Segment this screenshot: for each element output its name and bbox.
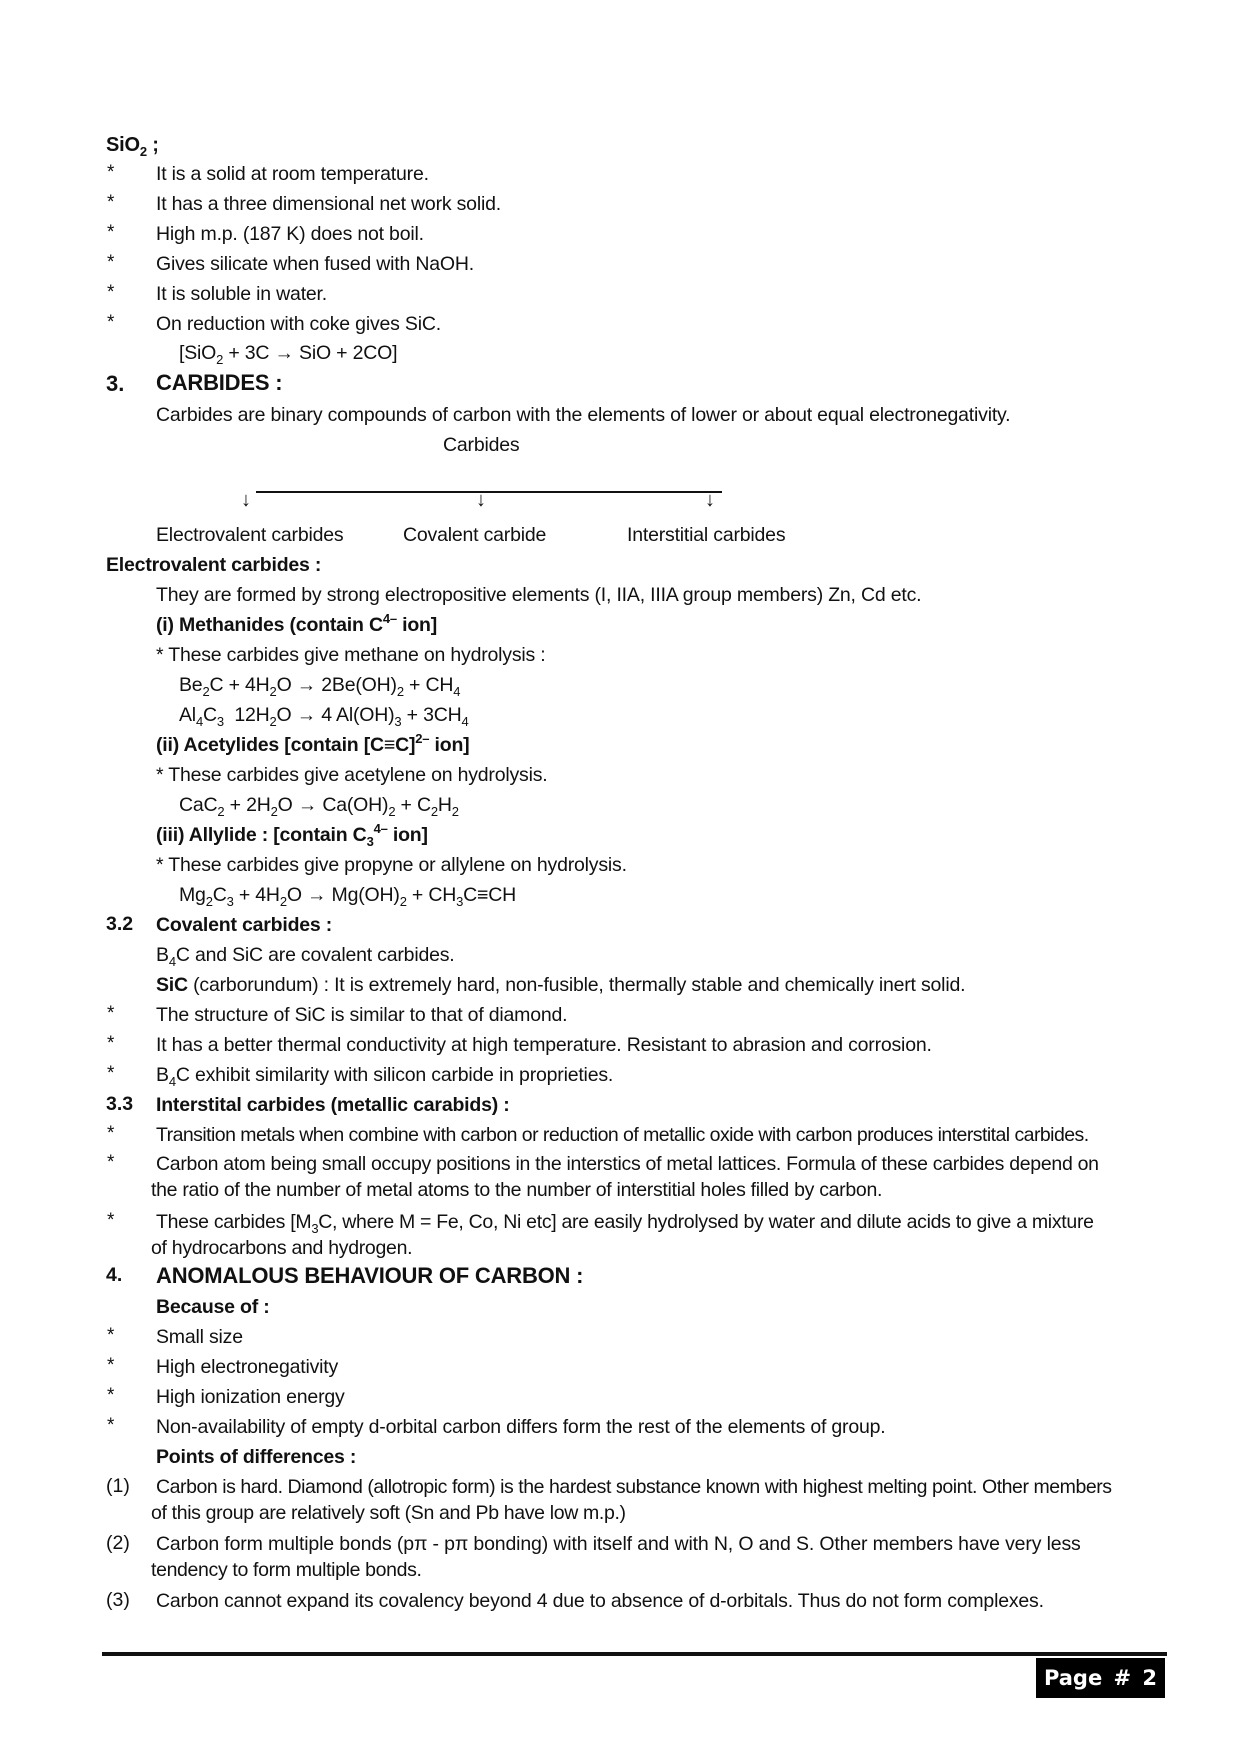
page-number-badge: Page # 2 — [1036, 1658, 1165, 1698]
section-title-anomalous: ANOMALOUS BEHAVIOUR OF CARBON : — [156, 1263, 584, 1288]
point-item: Carbon form multiple bonds (pπ - pπ bonding) with itself and with N, O and S. Other members have very less — [156, 1533, 1081, 1555]
sio2-bullet: It is soluble in water. — [156, 283, 327, 305]
reason-item: Non-availability of empty d-orbital carbon differs form the rest of the elements of group. — [156, 1416, 886, 1438]
section-number: 3.3 — [106, 1093, 134, 1115]
bullet-marker: * — [107, 312, 115, 333]
equation-mg2c3: $Mg_2C_3 + 4H_2O \to Mg(OH)_2 + CH_3C\equiv CH$ — [179, 884, 516, 909]
reason-item: High ionization energy — [156, 1386, 345, 1408]
bullet-marker: * — [107, 1063, 115, 1084]
bullet-marker: * — [107, 1210, 115, 1231]
bullet-marker: * — [107, 1355, 115, 1376]
tree-child-covalent: Covalent carbide — [403, 524, 547, 546]
tree-connector-line — [256, 491, 722, 493]
equation-al4c3: $Al_4C_3$ $12H_2O \to 4$ $Al(OH)_3 + 3CH_4$ — [179, 704, 469, 729]
interstitial-bullet: Transition metals when combine with carbon or reduction of metallic oxide with carbon produces interstital carbides. — [156, 1124, 1089, 1146]
electrovalent-intro: They are formed by strong electropositive elements (I, IIA, IIIA group members) Zn, Cd etc. — [156, 584, 922, 606]
bullet-marker: * — [107, 1003, 115, 1024]
interstitial-bullet-cont: of hydrocarbons and hydrogen. — [151, 1237, 413, 1259]
bullet-marker: * — [107, 1325, 115, 1346]
interstitial-bullet: These carbides [$M_3C$, where M = Fe, Co, Ni etc] are easily hydrolysed by water and dilute acids to give a mixture — [156, 1211, 1094, 1236]
section-title-carbides: CARBIDES : — [156, 370, 283, 395]
arrow-down-icon: ↓ — [705, 489, 715, 511]
carbides-definition: Carbides are binary compounds of carbon with the elements of lower or about equal electronegativity. — [156, 404, 1011, 426]
subsection-title-electrovalent: Electrovalent carbides : — [106, 554, 322, 576]
reason-item: Small size — [156, 1326, 243, 1348]
point-item: Carbon cannot expand its covalency beyond 4 due to absence of d-orbitals. Thus do not form complexes. — [156, 1590, 1044, 1612]
sio2-equation: [SiO$_2$ + 3C → SiO + 2CO] — [179, 342, 398, 367]
sio2-bullet: High m.p. (187 K) does not boil. — [156, 223, 424, 245]
points-of-differences-heading: Points of differences : — [156, 1446, 357, 1468]
sio2-bullet: It is a solid at room temperature. — [156, 163, 429, 185]
bullet-marker: * — [107, 282, 115, 303]
covalent-bullet: It has a better thermal conductivity at high temperature. Resistant to abrasion and corrosion. — [156, 1034, 932, 1056]
covalent-intro: $B_4C$ and SiC are covalent carbides. — [156, 944, 455, 969]
allylide-note: * These carbides give propyne or allylene on hydrolysis. — [156, 854, 627, 876]
point-item-cont: of this group are relatively soft (Sn and Pb have low m.p.) — [151, 1502, 626, 1524]
section-number: 4. — [106, 1264, 123, 1286]
bullet-marker: * — [107, 162, 115, 183]
point-number: (2) — [106, 1532, 130, 1554]
point-item: Carbon is hard. Diamond (allotropic form) is the hardest substance known with highest melting point. Other members — [156, 1476, 1112, 1498]
bullet-marker: * — [107, 1033, 115, 1054]
reason-item: High electronegativity — [156, 1356, 339, 1378]
acetylides-note: * These carbides give acetylene on hydrolysis. — [156, 764, 548, 786]
allylide-heading: (iii) Allylide : [contain $C_3^{4-}$ ion] — [156, 821, 428, 849]
tree-child-electrovalent: Electrovalent carbides — [156, 524, 344, 546]
methanides-heading: (i) Methanides (contain $C^{4-}$ ion] — [156, 611, 438, 636]
section-number: 3. — [106, 371, 125, 396]
subsection-title-interstitial: Interstital carbides (metallic carabids) : — [156, 1094, 510, 1116]
methanides-note: * These carbides give methane on hydrolysis : — [156, 644, 546, 666]
sio2-bullet: On reduction with coke gives SiC. — [156, 313, 441, 335]
section-number: 3.2 — [106, 913, 134, 935]
bullet-marker: * — [107, 222, 115, 243]
tree-root-label: Carbides — [443, 434, 520, 456]
sio2-bullet: Gives silicate when fused with NaOH. — [156, 253, 474, 275]
bullet-marker: * — [107, 1415, 115, 1436]
point-item-cont: tendency to form multiple bonds. — [151, 1559, 422, 1581]
bullet-marker: * — [107, 252, 115, 273]
bullet-marker: * — [107, 192, 115, 213]
covalent-bullet: $B_4C$ exhibit similarity with silicon carbide in proprieties. — [156, 1064, 614, 1089]
point-number: (1) — [106, 1475, 130, 1497]
sio2-bullet: It has a three dimensional net work solid. — [156, 193, 501, 215]
bullet-marker: * — [107, 1385, 115, 1406]
footer-rule — [102, 1652, 1167, 1656]
because-of-heading: Because of : — [156, 1296, 270, 1318]
arrow-down-icon: ↓ — [476, 489, 486, 511]
tree-child-interstitial: Interstitial carbides — [627, 524, 786, 546]
equation-be2c: $Be_2C + 4H_2O \to 2Be(OH)_2 + CH_4$ — [179, 674, 461, 699]
point-number: (3) — [106, 1589, 130, 1611]
bullet-marker: * — [107, 1152, 115, 1173]
bullet-marker: * — [107, 1123, 115, 1144]
equation-cac2: $CaC_2 + 2H_2O \to Ca(OH)_2 + C_2H_2$ — [179, 794, 459, 819]
acetylides-heading: (ii) Acetylides [contain $[C\equiv C]^{2-}$ ion] — [156, 731, 470, 756]
interstitial-bullet-cont: the ratio of the number of metal atoms to the number of interstitial holes filled by carbon. — [151, 1179, 883, 1201]
covalent-bullet: The structure of SiC is similar to that of diamond. — [156, 1004, 568, 1026]
sio2-heading: SiO$_2$ ; — [106, 134, 159, 159]
interstitial-bullet: Carbon atom being small occupy positions in the interstics of metal lattices. Formula of these carbides depend on — [156, 1153, 1099, 1175]
arrow-down-icon: ↓ — [241, 489, 251, 511]
subsection-title-covalent: Covalent carbides : — [156, 914, 333, 936]
sic-description: SiC (carborundum) : It is extremely hard, non-fusible, thermally stable and chemically inert solid. — [156, 974, 966, 996]
